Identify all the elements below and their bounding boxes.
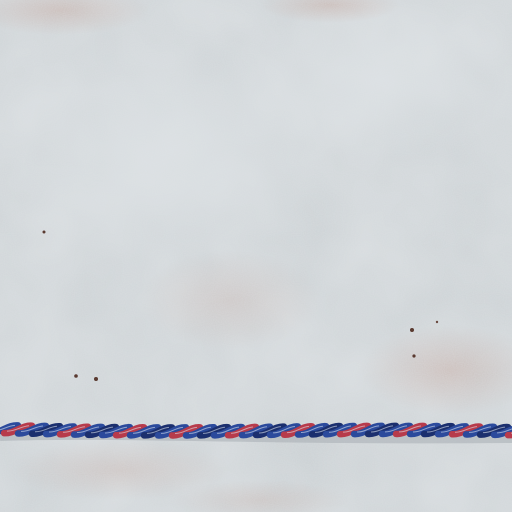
wall-speck [94,377,98,381]
wall-speck [410,328,414,332]
wall-speck [412,354,415,357]
wall-speck [436,321,438,323]
wall-speck [74,374,78,378]
wall-speck [43,231,46,234]
twisted-cord [0,425,512,435]
